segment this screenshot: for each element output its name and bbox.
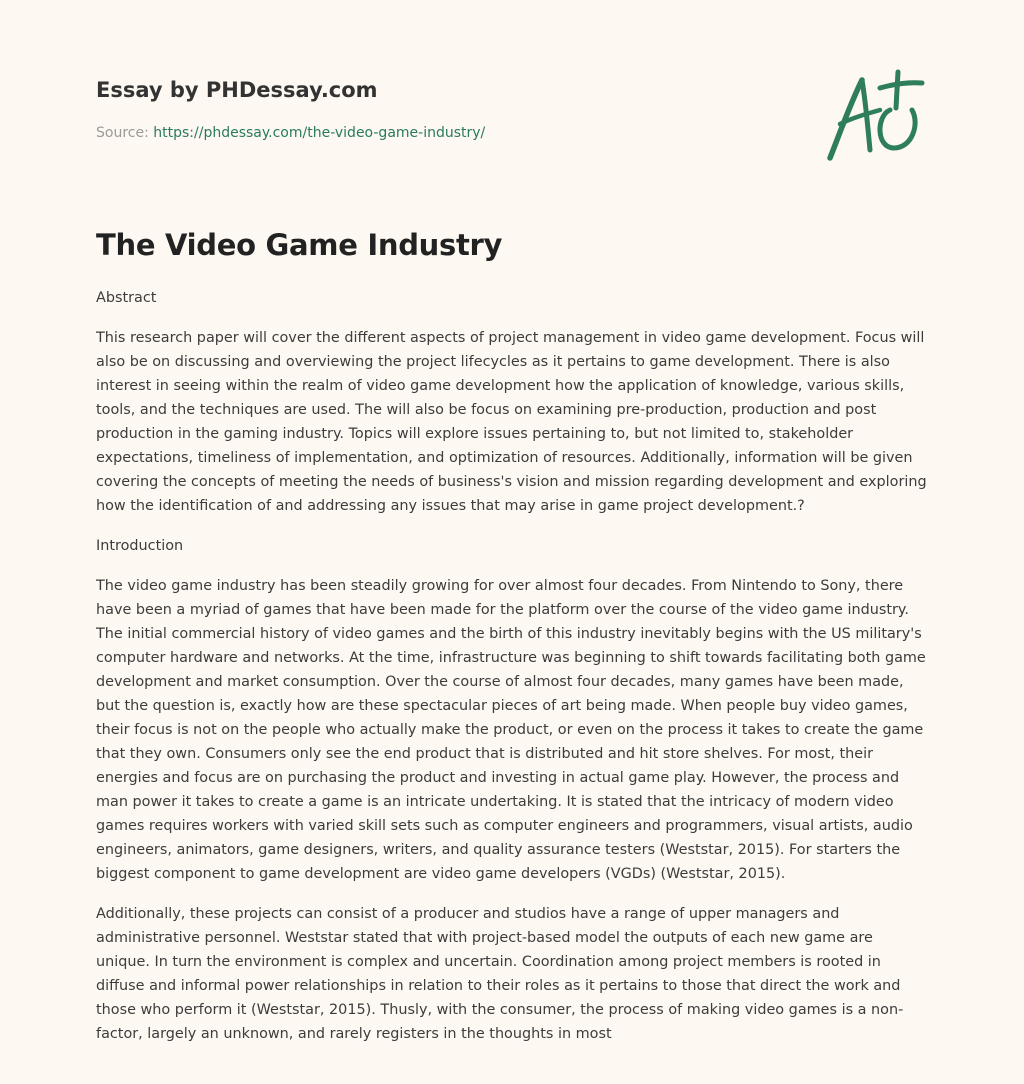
- site-brand: Essay by PHDessay.com: [96, 78, 378, 102]
- source-label: Source:: [96, 125, 149, 141]
- paragraph: Additionally, these projects can consist of a producer and studios have a range of upper managers and administrative personnel. Weststar stated that with project-based model the outputs of each new game are unique. In turn the environment is complex and uncertain. Coordination among project members is rooted in diffuse and informal power relationships in relation to their roles as it pertains to those that direct the work and those who perform it (Weststar, 2015). Thusly, with the consumer, the process of making video games is a non-factor, largely an unknown, and rarely registers in the thoughts in most: [96, 906, 904, 1042]
- source-link[interactable]: https://phdessay.com/the-video-game-industry/: [153, 125, 486, 141]
- paragraph: The video game industry has been steadily growing for over almost four decades. From Nintendo to Sony, there have been a myriad of games that have been made for the platform over the course of the video game industry. The initial commercial history of video games and the birth of this industry inevitably begins with the US military's computer hardware and networks. At the time, infrastructure was beginning to shift towards facilitating both game development and market consumption. Over the course of almost four decades, many games have been made, but the question is, exactly how are these spectacular pieces of art being made. When people buy video games, their focus is not on the people who actually make the product, or even on the process it takes to create the game that they own. Consumers only see the end product that is distributed and hit store shelves. For most, their energies and focus are on purchasing the product and investing in actual game play. However, the process and man power it takes to create a game is an intricate undertaking. It is stated that the intricacy of modern video games requires workers with varied skill sets such as computer engineers and programmers, visual artists, audio engineers, animators, game designers, writers, and quality assurance testers (Weststar, 2015). For starters the biggest component to game development are video game developers (VGDs) (Weststar, 2015).: [96, 578, 926, 882]
- section-heading-introduction: Introduction: [96, 538, 184, 554]
- essay-body: [96, 286, 928, 1062]
- section-heading-abstract: Abstract: [96, 290, 157, 306]
- essay-title: The Video Game Industry: [96, 228, 503, 262]
- essay-header: [96, 76, 796, 143]
- a-plus-grade-icon: [822, 68, 926, 164]
- paragraph: This research paper will cover the different aspects of project management in video game development. Focus will also be on discussing and overviewing the project lifecycles as it pertains to game development. There is also interest in seeing within the realm of video game development how the application of knowledge, various skills, tools, and the techniques are used. The will also be focus on examining pre-production, production and post production in the gaming industry. Topics will explore issues pertaining to, but not limited to, stakeholder expectations, timeliness of implementation, and optimization of resources. Additionally, information will be given covering the concepts of meeting the needs of business's vision and mission regarding development and exploring how the identification of and addressing any issues that may arise in game project development.?: [96, 330, 927, 514]
- source-line: [96, 123, 796, 143]
